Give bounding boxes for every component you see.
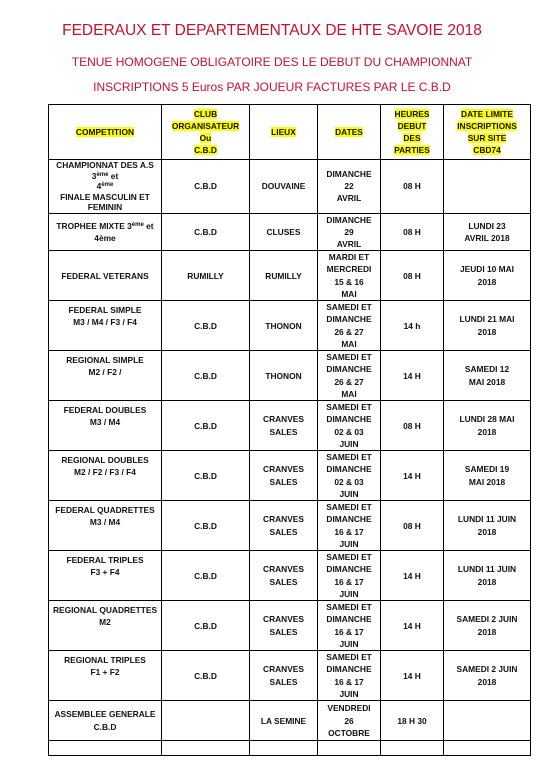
- limite-cell: LUNDI 28 MAI 2018: [444, 401, 531, 451]
- competition-cell: FEDERAL SIMPLE M3 / M4 / F3 / F4: [49, 301, 162, 351]
- limite-cell: [444, 160, 531, 214]
- table-row: [49, 651, 531, 701]
- club-cell: C.B.D: [162, 501, 250, 551]
- limite-cell: JEUDI 10 MAI 2018: [444, 251, 531, 301]
- lieu-cell: CLUSES: [250, 213, 318, 251]
- subtitle-inscriptions: INSCRIPTIONS 5 Euros PAR JOUEUR FACTURES PAR LE C.B.D: [93, 80, 451, 94]
- club-cell: RUMILLY: [162, 251, 250, 301]
- page-title: FEDERAUX ET DEPARTEMENTAUX DE HTE SAVOIE 2018: [62, 22, 482, 39]
- lieu-cell: RUMILLY: [250, 251, 318, 301]
- table-row: [49, 601, 531, 651]
- competition-cell: FEDERAL DOUBLES M3 / M4: [49, 401, 162, 451]
- competition-cell: CHAMPIONNAT DES A.S 3ème et 4ème FINALE MASCULIN ET FEMININ: [49, 160, 162, 214]
- table-row: [49, 301, 531, 351]
- competition-cell: FEDERAL QUADRETTES M3 / M4: [49, 501, 162, 551]
- competition-cell: TROPHEE MIXTE 3ème et 4ème: [49, 213, 162, 251]
- dates-cell: SAMEDI ET DIMANCHE 16 & 17 JUIN: [318, 601, 381, 651]
- club-cell: C.B.D: [162, 551, 250, 601]
- competition-cell: ASSEMBLEE GENERALE C.B.D: [49, 701, 162, 741]
- limite-cell: LUNDI 11 JUIN 2018: [444, 501, 531, 551]
- lieu-cell: CRANVES SALES: [250, 551, 318, 601]
- lieu-cell: CRANVES SALES: [250, 401, 318, 451]
- table-row-empty: [49, 741, 531, 756]
- heure-cell: 14 H: [381, 601, 444, 651]
- competition-cell: FEDERAL TRIPLES F3 + F4: [49, 551, 162, 601]
- limite-cell: LUNDI 21 MAI 2018: [444, 301, 531, 351]
- limite-cell: SAMEDI 2 JUIN 2018: [444, 601, 531, 651]
- heure-cell: 08 H: [381, 501, 444, 551]
- lieu-cell: CRANVES SALES: [250, 451, 318, 501]
- table-row: [49, 251, 531, 301]
- competition-cell: REGIONAL DOUBLES M2 / F2 / F3 / F4: [49, 451, 162, 501]
- subtitle-tenue: TENUE HOMOGENE OBLIGATOIRE DES LE DEBUT DU CHAMPIONNAT: [71, 55, 473, 69]
- dates-cell: SAMEDI ET DIMANCHE 02 & 03 JUIN: [318, 451, 381, 501]
- lieu-cell: LA SEMINE: [250, 701, 318, 741]
- table-row: [49, 351, 531, 401]
- club-cell: C.B.D: [162, 351, 250, 401]
- club-cell: [162, 701, 250, 741]
- header-club: CLUB ORGANISATEUR Ou C.B.D: [162, 105, 250, 160]
- dates-cell: SAMEDI ET DIMANCHE 16 & 17 JUIN: [318, 501, 381, 551]
- competition-cell: REGIONAL SIMPLE M2 / F2 /: [49, 351, 162, 401]
- limite-cell: [444, 701, 531, 741]
- table-row: [49, 213, 531, 251]
- dates-cell: DIMANCHE 29 AVRIL: [318, 213, 381, 251]
- dates-cell: SAMEDI ET DIMANCHE 26 & 27 MAI: [318, 301, 381, 351]
- dates-cell: MARDI ET MERCREDI 15 & 16 MAI: [318, 251, 381, 301]
- heure-cell: 18 H 30: [381, 701, 444, 741]
- header-heures: HEURES DEBUT DES PARTIES: [381, 105, 444, 160]
- heure-cell: 14 H: [381, 351, 444, 401]
- dates-cell: SAMEDI ET DIMANCHE 16 & 17 JUIN: [318, 551, 381, 601]
- table-row: [49, 160, 531, 214]
- dates-cell: SAMEDI ET DIMANCHE 26 & 27 MAI: [318, 351, 381, 401]
- competition-cell: FEDERAL VETERANS: [49, 251, 162, 301]
- club-cell: C.B.D: [162, 651, 250, 701]
- table-row: [49, 701, 531, 741]
- lieu-cell: THONON: [250, 351, 318, 401]
- club-cell: C.B.D: [162, 451, 250, 501]
- heure-cell: 08 H: [381, 251, 444, 301]
- lieu-cell: DOUVAINE: [250, 160, 318, 214]
- schedule-table: [48, 104, 531, 756]
- table-row: [49, 501, 531, 551]
- club-cell: C.B.D: [162, 213, 250, 251]
- lieu-cell: CRANVES SALES: [250, 651, 318, 701]
- lieu-cell: THONON: [250, 301, 318, 351]
- dates-cell: SAMEDI ET DIMANCHE 02 & 03 JUIN: [318, 401, 381, 451]
- limite-cell: LUNDI 11 JUIN 2018: [444, 551, 531, 601]
- competition-cell: REGIONAL QUADRETTES M2: [49, 601, 162, 651]
- limite-cell: SAMEDI 2 JUIN 2018: [444, 651, 531, 701]
- competition-cell: REGIONAL TRIPLES F1 + F2: [49, 651, 162, 701]
- lieu-cell: CRANVES SALES: [250, 601, 318, 651]
- table-row: [49, 551, 531, 601]
- club-cell: C.B.D: [162, 301, 250, 351]
- table-header-row: [49, 105, 531, 160]
- heure-cell: 14 H: [381, 651, 444, 701]
- dates-cell: DIMANCHE 22 AVRIL: [318, 160, 381, 214]
- header-lieux: LIEUX: [250, 105, 318, 160]
- heure-cell: 14 h: [381, 301, 444, 351]
- heure-cell: 08 H: [381, 401, 444, 451]
- heure-cell: 08 H: [381, 160, 444, 214]
- table-row: [49, 451, 531, 501]
- dates-cell: SAMEDI ET DIMANCHE 16 & 17 JUIN: [318, 651, 381, 701]
- header-date-limite: DATE LIMITE INSCRIPTIONS SUR SITE CBD74: [444, 105, 531, 160]
- dates-cell: VENDREDI 26 OCTOBRE: [318, 701, 381, 741]
- heure-cell: 08 H: [381, 213, 444, 251]
- limite-cell: SAMEDI 19 MAI 2018: [444, 451, 531, 501]
- limite-cell: LUNDI 23 AVRIL 2018: [444, 213, 531, 251]
- club-cell: C.B.D: [162, 401, 250, 451]
- header-competition: COMPETITION: [49, 105, 162, 160]
- heure-cell: 14 H: [381, 451, 444, 501]
- table-row: [49, 401, 531, 451]
- heure-cell: 14 H: [381, 551, 444, 601]
- lieu-cell: CRANVES SALES: [250, 501, 318, 551]
- header-dates: DATES: [318, 105, 381, 160]
- limite-cell: SAMEDI 12 MAI 2018: [444, 351, 531, 401]
- club-cell: C.B.D: [162, 160, 250, 214]
- club-cell: C.B.D: [162, 601, 250, 651]
